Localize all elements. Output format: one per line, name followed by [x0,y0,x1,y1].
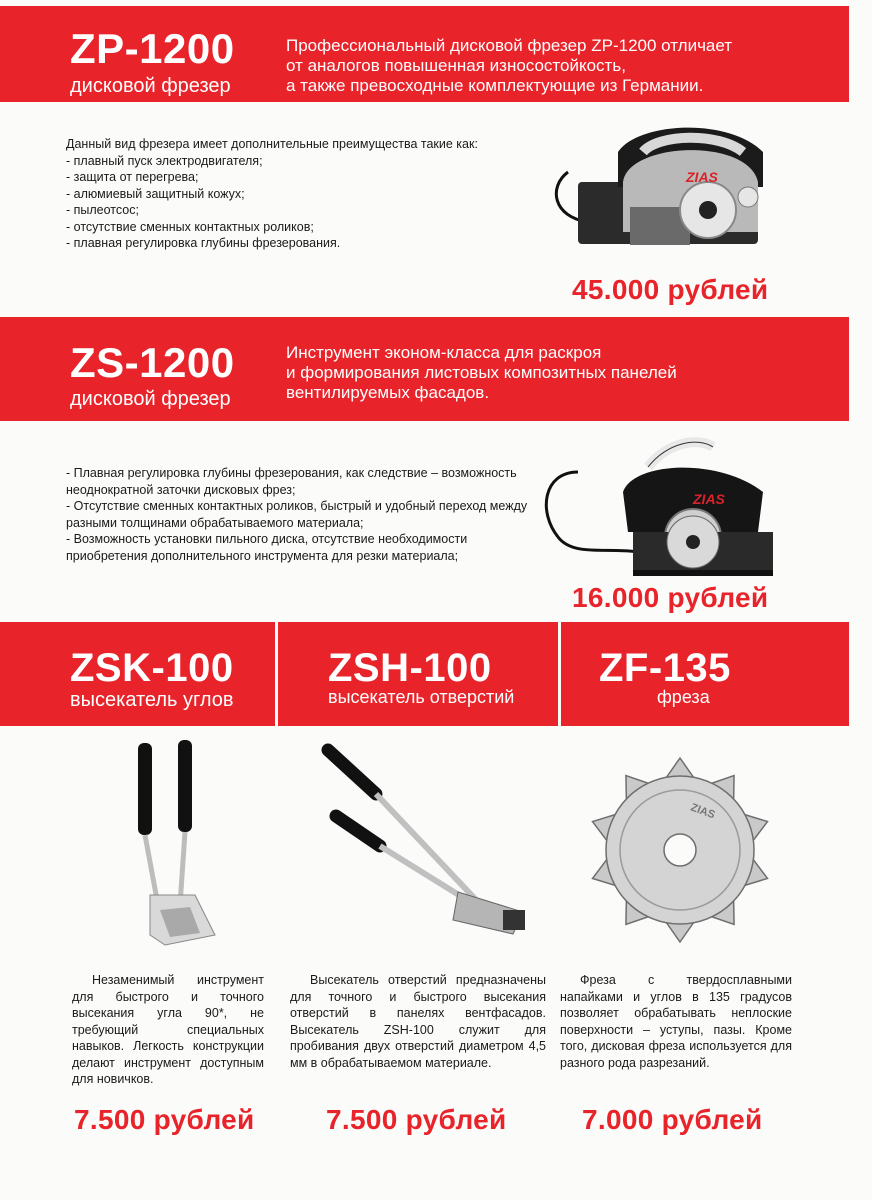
zp1200-desc-line: от аналогов повышенная износостойкость, [286,56,626,75]
zf135-description: Фреза с твердосплавными напайками и углов в 135 градусов позволяет обрабатывать неплоские поверхности – уступы, пазы. Кроме того, дисковая фреза используется для разного рода разрезаний. [560,973,792,1070]
zsk100-description: Незаменимый инструмент для быстрого и точного высекания угла 90*, не требующий специальных навыков. Легкость конструкции делают инструмент доступным для новичков. [72,973,264,1086]
zp1200-brand-logo: ZIAS [686,169,718,185]
zf135-brand-logo: ZIAS [688,801,717,822]
zp1200-desc-line: а также превосходные комплектующие из Германии. [286,76,704,95]
zs1200-feature: - Возможность установки пильного диска, отсутствие необходимости [66,532,468,546]
zs1200-cutter-image [538,432,788,582]
zsh100-price: 7.500 рублей [326,1104,507,1135]
zs1200-feature: - Отсутствие сменных контактных роликов, быстрый и удобный переход между [66,499,528,513]
zs1200-features [66,465,541,564]
zp1200-feature: - плавный пуск электродвигателя; [66,153,263,168]
zs1200-model: ZS-1200 [70,339,235,386]
zsk100-kind: высекатель углов [70,689,234,711]
zp1200-features [66,136,536,252]
zsk100-header-band [0,622,275,726]
zsh100-description: Высекатель отверстий предназначены для точного и быстрого высекания отверстий в панелях вентфасадов. Высекатель ZSH-100 служит для пробивания двух отверстий диаметром 4,5 мм в обрабатываемом материале. [290,973,546,1070]
zs1200-description [286,343,826,403]
zsk100-model: ZSK-100 [70,646,234,690]
zp1200-feature: - плавная регулировка глубины фрезерования. [66,236,341,250]
zs1200-header-band [0,317,849,421]
zp1200-feature: - отсутствие сменных контактных роликов; [66,219,314,234]
zp1200-cutter-image [548,112,788,262]
zs1200-desc-line: вентилируемых фасадов. [286,383,490,402]
zs1200-price: 16.000 рублей [572,582,769,613]
zsh100-kind: высекатель отверстий [328,687,515,707]
zs1200-desc-line: Инструмент эконом-класса для раскроя [286,343,602,362]
zp1200-feature: - алюмиевый защитный кожух; [66,186,245,201]
zs1200-brand-logo: ZIAS [693,491,725,507]
zs1200-kind: дисковой фрезер [70,388,231,410]
zf135-kind: фреза [657,687,710,707]
zf135-milling-disc-image [585,755,775,945]
zf135-price: 7.000 рублей [582,1104,763,1135]
zp1200-model: ZP-1200 [70,25,235,72]
zp1200-feature: Данный вид фрезера имеет дополнительные преимущества такие как: [66,137,478,151]
zf135-model: ZF-135 [599,646,731,690]
zf135-header-band [561,622,849,726]
zsh100-punch-image [318,742,548,942]
zs1200-desc-line: и формирования листовых композитных панелей [286,363,677,382]
zp1200-desc-line: Профессиональный дисковой фрезер ZP-1200 отличает [286,36,733,55]
zp1200-feature: - пылеотсос; [66,203,139,217]
zp1200-price: 45.000 рублей [572,274,769,305]
zs1200-feature: неоднократной заточки дисковых фрез; [66,482,296,497]
zp1200-description [286,36,826,96]
zp1200-kind: дисковой фрезер [70,75,231,97]
zsk100-price: 7.500 рублей [74,1104,255,1135]
zp1200-header-band [0,6,849,102]
zp1200-feature: - защита от перегрева; [66,170,199,184]
zs1200-feature: приобретения дополнительного инструмента для резки материала; [66,548,459,563]
zsk100-notcher-image [120,735,230,955]
zs1200-feature: разными толщинами обрабатываемого материала; [66,515,364,530]
zs1200-feature: - Плавная регулировка глубины фрезерования, как следствие – возможность [66,466,517,480]
zsh100-header-band [278,622,558,726]
zsh100-model: ZSH-100 [328,646,492,690]
